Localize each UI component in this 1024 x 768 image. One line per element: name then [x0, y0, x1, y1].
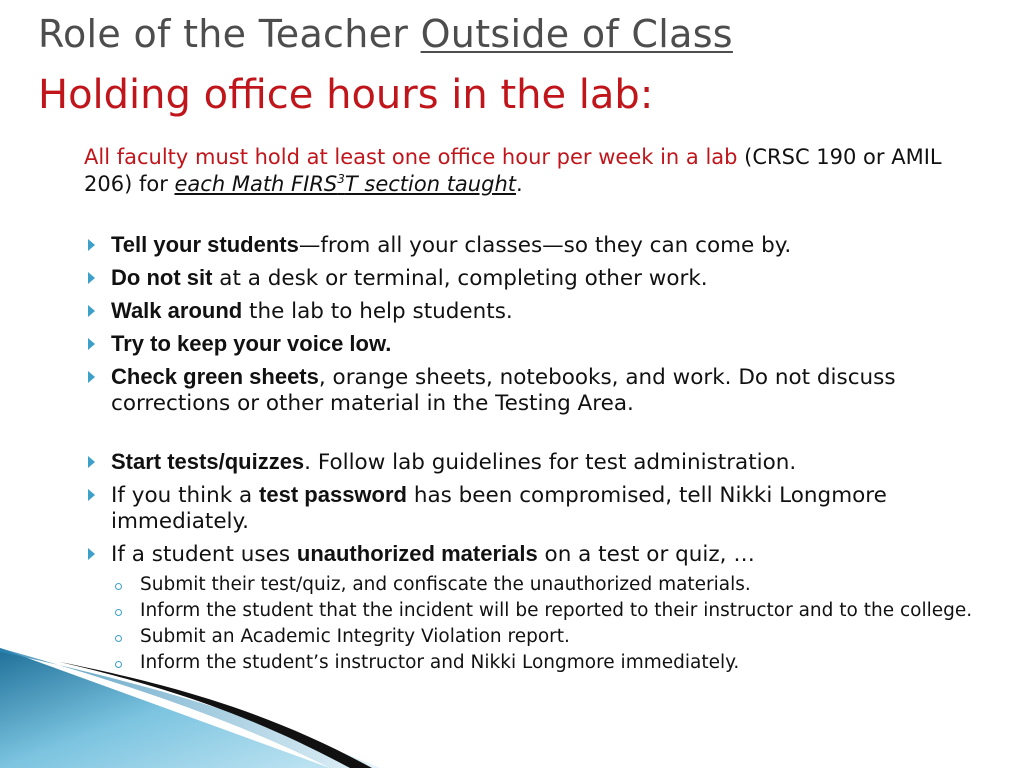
- intro-sup: 3: [337, 172, 345, 186]
- bullet-text: , orange sheets, notebooks, and work. Do not discuss corrections or other material in the Testing Area.: [111, 365, 896, 416]
- bullet-text: at a desk or terminal, completing other work.: [212, 266, 708, 291]
- bullet-bold: Check green sheets: [111, 364, 319, 389]
- bullet-bold: Start tests/quizzes: [111, 449, 305, 474]
- title-prefix: Role of the Teacher: [38, 12, 421, 56]
- bullet-pre: If a student uses: [111, 542, 297, 567]
- intro-emph-b: T section taught: [344, 172, 516, 196]
- sub-bullet-text: Inform the student’s instructor and Nikki Longmore immediately.: [140, 652, 740, 673]
- bullet-text: on a test or quiz, …: [537, 542, 755, 567]
- bullet-bold: unauthorized materials: [296, 541, 538, 566]
- intro-rest: (CRSC 190 or AMIL 206) for: [84, 145, 942, 196]
- bullet-bold: Try to keep your voice low.: [111, 331, 392, 356]
- sub-bullet-text: Submit their test/quiz, and confiscate the unauthorized materials.: [140, 574, 751, 595]
- bullet-text: . Follow lab guidelines for test administration.: [304, 450, 797, 475]
- swoosh-teal-band: [0, 648, 330, 768]
- sub-bullet-text: Inform the student that the incident will be reported to their instructor and to the college.: [140, 600, 973, 621]
- title-underlined: Outside of Class: [420, 12, 733, 56]
- bullet-text: the lab to help students.: [242, 299, 513, 324]
- bullet-text: —from all your classes—so they can come by.: [298, 233, 792, 258]
- sub-bullet-text: Submit an Academic Integrity Violation report.: [140, 626, 570, 647]
- intro-red-text: All faculty must hold at least one office hour per week in a lab: [84, 145, 738, 169]
- bullet-pre: If you think a: [111, 483, 260, 508]
- bullet-bold: test password: [259, 482, 407, 507]
- slide-subtitle: Holding office hours in the lab:: [38, 72, 654, 118]
- intro-emph-a: each Math FIRS: [174, 172, 338, 196]
- intro-end: .: [516, 172, 523, 196]
- bullet-text: has been compromised, tell Nikki Longmore immediately.: [111, 483, 887, 534]
- bullet-bold: Tell your students: [111, 232, 299, 257]
- bullet-bold: Walk around: [111, 298, 243, 323]
- bullet-bold: Do not sit: [111, 265, 213, 290]
